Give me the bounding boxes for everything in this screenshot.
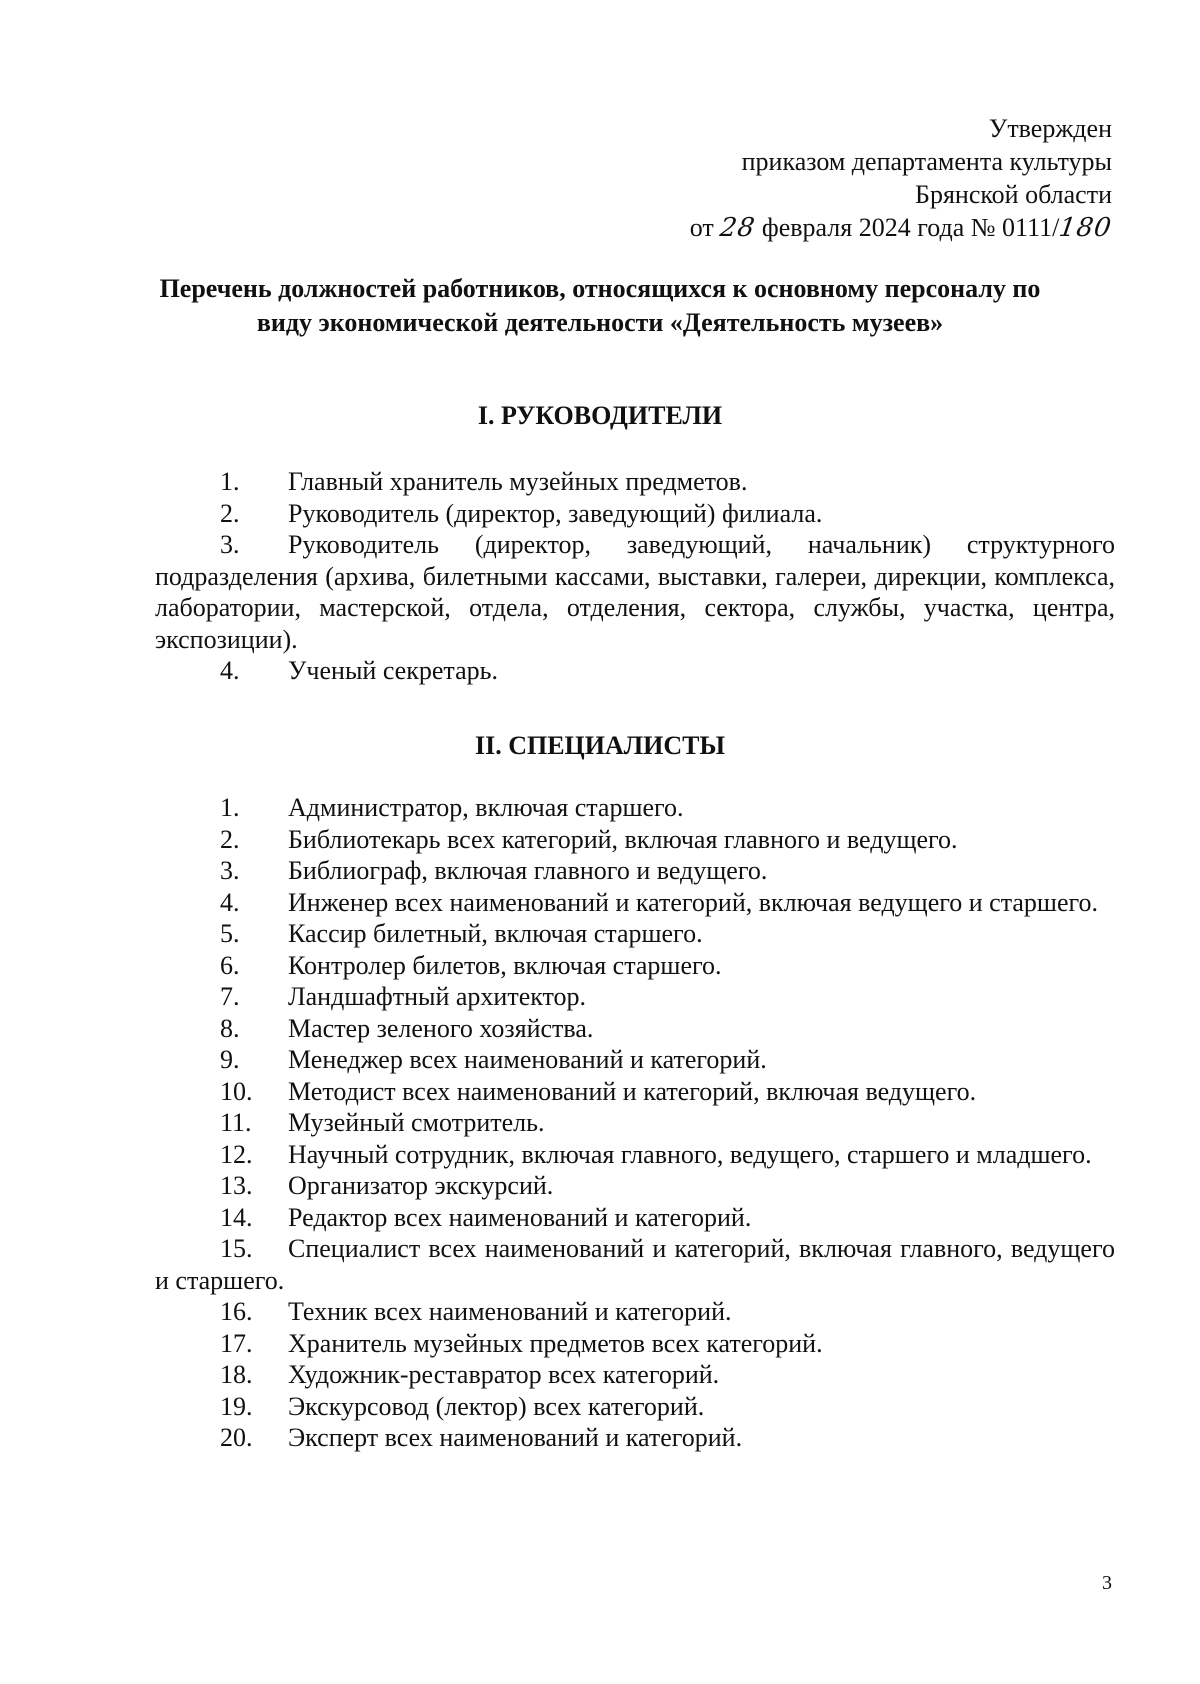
list-item-number: 8. [220, 1013, 240, 1043]
page-number: 3 [1102, 1572, 1112, 1594]
document-title [120, 272, 1080, 340]
list-item-text: Техник всех наименований и категорий. [288, 1297, 732, 1326]
list-item-text: Эксперт всех наименований и категорий. [288, 1423, 743, 1452]
list-item-number: 19. [220, 1391, 253, 1421]
list-item-number: 3. [220, 856, 240, 885]
list-item-number: 3. [220, 530, 240, 559]
approval-line-3: Брянской области [915, 180, 1112, 209]
managers-list [155, 466, 1115, 687]
list-item [155, 950, 1115, 982]
list-item-text: Хранитель музейных предметов всех категорий. [288, 1328, 823, 1358]
list-item-text: Контролер билетов, включая старшего. [288, 950, 722, 980]
list-item-text: Менеджер всех наименований и категорий. [288, 1045, 767, 1074]
list-item [155, 1359, 1115, 1391]
list-item-text: Редактор всех наименований и категорий. [288, 1202, 752, 1232]
list-item-number: 11. [220, 1108, 252, 1137]
list-item-text: Ландшафтный архитектор. [288, 982, 587, 1011]
list-item [155, 981, 1115, 1013]
list-item-text: Методист всех наименований и категорий, включая ведущего. [288, 1076, 977, 1106]
list-item [155, 1391, 1115, 1423]
list-item-text: Экскурсовод (лектор) всех категорий. [288, 1391, 705, 1421]
list-item [155, 1233, 1115, 1296]
list-item [155, 1170, 1115, 1202]
list-item-text: Научный сотрудник, включая главного, ведущего, старшего и младшего. [288, 1139, 1092, 1169]
list-item-number: 7. [220, 982, 240, 1011]
list-item-number: 4. [220, 887, 240, 917]
approval-line-1: Утвержден [988, 114, 1112, 143]
list-item-text: Специалист всех наименований и категорий, включая главного, ведущего и старшего. [155, 1234, 1115, 1295]
list-item-number: 5. [220, 919, 240, 948]
handwritten-order-number: 180 [1057, 213, 1115, 243]
list-item-number: 16. [220, 1297, 253, 1326]
list-item-number: 10. [220, 1076, 253, 1106]
list-item [155, 918, 1115, 950]
list-item-number: 17. [220, 1328, 253, 1358]
list-item [155, 1328, 1115, 1360]
list-item-number: 6. [220, 950, 240, 980]
list-item [155, 1107, 1115, 1139]
list-item-number: 1. [220, 467, 240, 496]
list-item-text: Ученый секретарь. [288, 656, 498, 685]
list-item [155, 887, 1115, 919]
list-item-text: Администратор, включая старшего. [288, 793, 684, 822]
list-item-number: 12. [220, 1139, 253, 1169]
list-item [155, 1422, 1115, 1454]
section-heading-managers: I. РУКОВОДИТЕЛИ [477, 401, 723, 430]
list-item-text: Художник-реставратор всех категорий. [288, 1360, 720, 1389]
list-item [155, 529, 1115, 655]
list-item [155, 1044, 1115, 1076]
list-item-text: Библиотекарь всех категорий, включая главного и ведущего. [288, 824, 958, 854]
list-item [155, 1076, 1115, 1108]
list-item-number: 4. [220, 656, 240, 685]
title-line-1: Перечень должностей работников, относящихся к основному персоналу по [159, 274, 1041, 303]
list-item-text: Кассир билетный, включая старшего. [288, 919, 703, 948]
specialists-list [155, 792, 1115, 1454]
title-line-2: виду экономической деятельности «Деятельность музеев» [256, 308, 944, 337]
list-item [155, 1013, 1115, 1045]
list-item-number: 15. [220, 1234, 253, 1263]
list-item-number: 2. [220, 824, 240, 854]
list-item [155, 1202, 1115, 1234]
list-item-text: Главный хранитель музейных предметов. [288, 467, 748, 496]
list-item-text: Мастер зеленого хозяйства. [288, 1013, 594, 1043]
list-item-text: Библиограф, включая главного и ведущего. [288, 856, 768, 885]
list-item [155, 466, 1115, 498]
list-item [155, 1139, 1115, 1171]
list-item-number: 2. [220, 498, 240, 528]
list-item [155, 792, 1115, 824]
list-item [155, 655, 1115, 687]
list-item-text: Организатор экскурсий. [288, 1171, 554, 1200]
handwritten-day: 28 [718, 213, 758, 243]
date-rest: февраля 2024 года № 0111/ [761, 213, 1060, 242]
list-item [155, 1296, 1115, 1328]
list-item-number: 20. [220, 1423, 253, 1452]
list-item-number: 1. [220, 793, 240, 822]
approval-line-2: приказом департамента культуры [741, 147, 1112, 176]
section-heading-specialists: II. СПЕЦИАЛИСТЫ [474, 731, 726, 760]
date-prefix: от [689, 213, 714, 242]
list-item-text: Руководитель (директор, заведующий, начальник) структурного подразделения (архива, билетными кассами, выставки, галереи, дирекции, комплекса, лаборатории, мастерской, отдела, отделения, сектора, службы, участка, центра, экспозиции). [155, 530, 1115, 654]
approval-stamp-block [689, 112, 1115, 245]
list-item-text: Руководитель (директор, заведующий) филиала. [288, 498, 823, 528]
list-item [155, 855, 1115, 887]
list-item-number: 18. [220, 1360, 253, 1389]
list-item-text: Инженер всех наименований и категорий, включая ведущего и старшего. [288, 887, 1099, 917]
list-item-number: 9. [220, 1045, 240, 1074]
list-item [155, 498, 1115, 530]
approval-date-line [689, 211, 1115, 245]
list-item [155, 824, 1115, 856]
list-item-text: Музейный смотритель. [288, 1108, 545, 1137]
list-item-number: 13. [220, 1171, 253, 1200]
list-item-number: 14. [220, 1202, 253, 1232]
